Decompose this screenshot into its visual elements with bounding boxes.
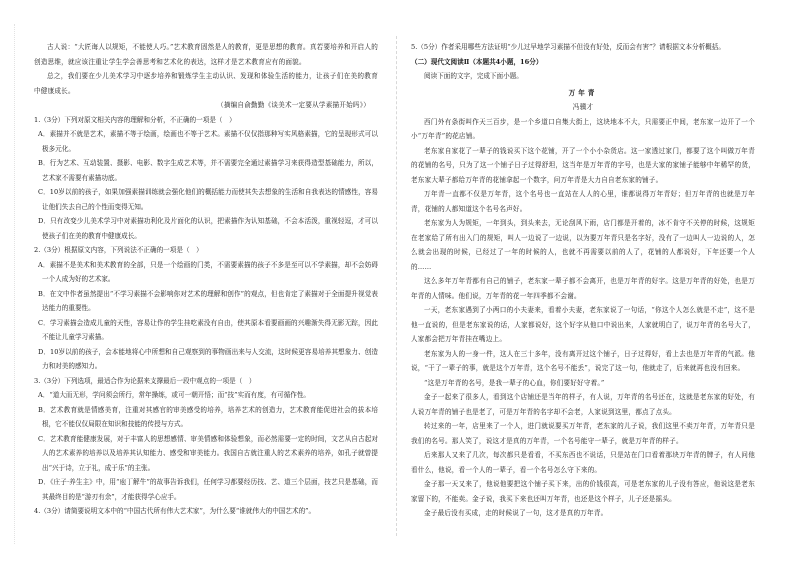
passage-paragraph: 古人说：“大匠诲人以规矩，不能使人巧。”艺术教育固然是人的教育，更是思想的教育。真若要培养和开启人的创造思维，就应该注重让学生学会善思考和艺术化的表达，这样才是艺术教育应有的面貌。 xyxy=(34,43,378,66)
passage-paragraph: 总之，我们要在少儿美术学习中逐步培养和锻炼学生主动认识、发现和体验生活的能力，让孩子们在美的教育中健康成长。 xyxy=(34,72,378,95)
option-1c: C．10岁以前的孩子，如果加强素描训练就会强化他们的概括能力而使其失去想象的生活和自我表达的情感性，容易让他们失去自己的个性而变得无知。 xyxy=(38,188,378,211)
option-3b: B．艺术教育就是情感美育，注重对其感官的审美感受的培养，培养艺术的创造力，艺术教育能促进社会的拔本培根，它不能仅仅局限在知识和技能的传授与方式。 xyxy=(38,405,378,428)
reading-instruction: 阅读下面的文字，完成下面小题。 xyxy=(424,72,523,80)
question-2: 2.（3分）根据原文内容，下列说法不正确的一项是（ ） xyxy=(34,246,203,254)
right-column xyxy=(411,40,755,521)
option-1d: D．只有改变少儿美术学习中对素描功利化及片面化的认识，把素描作为认知基础，不会本活泼，重视轻逗，才可以使孩子们在美的教育中健康成长。 xyxy=(38,217,378,240)
left-column xyxy=(34,40,378,519)
option-3d: D．《庄子·养生主》中，用“庖丁解牛”的故事告诉我们，任何学习都要经历技、艺、道三个层面，技艺只是基础，而其最终目的是“游刃有余”，才能获得学心应手。 xyxy=(38,478,378,501)
story-paragraph: 后来那人又来了几次，每次都只是看看，不买东西也不说话，只是站在门口看着那块万年青的牌子，有人问他看什么，他说，看一个人的一辈子，看一个名号怎么守下来的。 xyxy=(411,451,755,474)
option-2a: A．素描不是美术和美术教育的全部，只是一个绘画的门类，不需要素描的孩子不多是至可以不学素描，却不会妨碍一个人成为好的艺术家。 xyxy=(38,260,378,283)
story-quote: “这是万年青的名号，是我一辈子的心血，你们要好好守着。” xyxy=(424,378,605,387)
question-5: 5.（5分）作者采用哪些方法证明“少儿过早地学习素描不但没有好处，反而会有害”？请根据文本分析概括。 xyxy=(411,43,725,51)
option-3a: A．“道大而无形，学问须会所行，常年操练，或可一朝开悟；而“技”实而有度，有可循作性。 xyxy=(38,391,311,399)
story-paragraph: 老东家为人的一身一件，这人在三十多年，没有离开过这个铺子，日子过得好，看上去也是万年青的气派。他说，“干了一辈子的事，就是这个万年青，这个名号不能丢”，说完了这一句，他就走了，后来就再也没有回来。 xyxy=(411,349,755,372)
option-2c: C．学习素描会造成儿童的天性，容易让作的学生挂吃素没有自由，使其原本看要画画的兴趣渐失得无影无踪，因此不能让儿童学习素描。 xyxy=(38,318,378,341)
option-1b: B．行为艺术、互动装置、摄影、电影、数字生成艺术等，并不需要完全通过素描学习来获得造型基础能力，所以，艺术家不需要有素描功底。 xyxy=(38,159,378,182)
story-title: 万年青 xyxy=(568,88,598,97)
story-paragraph: 转过来的一年，店里来了一个人，进门就说要买万年青，老东家的儿子说，我们这里不卖万年青，万年青只是我们的名号。那人笑了，说这才是真的万年青，一个名号能守一辈子，就是万年青的样子。 xyxy=(411,422,755,445)
option-1a: A．素描并不就是艺术，素描不等于绘画，绘画也不等于艺术。素描不仅仅指那种写实风格素描，它的呈现形式可以极多元化。 xyxy=(38,130,378,153)
option-3c: C．艺术教育能健康发展，对于丰富人的思想感情、审美情感和体验想象，而必然需要一定的时间，文艺从自古起对人的艺术素养的培养以及培养其认知能力、感受和审美能力。我国自古就注重人的艺术素养的培养，如孔子就曾提出“兴于诗，立于礼，成于乐”的主张。 xyxy=(38,434,378,472)
story-paragraph: 万年青一直都不仅是万年青，这个名号也一直站在人人的心里，谁都说得万年青好；但万年青的也就是万年青，花铺的人都知道这个名号名声好。 xyxy=(411,190,755,213)
binding-margin-line xyxy=(14,24,15,544)
column-divider xyxy=(396,36,397,536)
question-4: 4.（3分）请简要说明文本中的“中国古代所有伟大艺术家”，为什么要“谁就伟大的中国艺术的”。 xyxy=(34,507,316,515)
question-3: 3.（3分）下列选项，最适合作为论据来支撑最后一段中观点的一项是（ ） xyxy=(34,376,256,385)
option-2b: B．在文中作者虽然提出“不学习素描不会影响你对艺术的理解和创作”的观点，但也肯定了素描对于全面提升视觉表达能力的重要性。 xyxy=(38,289,378,312)
option-2d: D．10岁以前的孩子，会本能地将心中所想和自己观察到的事物画出来与人交流，这时候更容易培养其想象力、创造力和对美的感知力。 xyxy=(38,347,378,370)
story-paragraph: 金子一起来了很多人，看到这个店铺还是当年的样子，有人说，万年青的名号还在，这就是老东家的好处，有人说万年青的铺子也是老了，可是万年青的名字却不会老，人家说到这里，都点了点头。 xyxy=(411,393,755,416)
story-paragraph: 金子那一天又来了，他说他要把这个铺子买下来，出的价钱很高，可是老东家的儿子没有答应，他说这是老东家留下的，不能卖。金子说，我买下来也还叫万年青，也还是这个样子，儿子还是摇头。 xyxy=(411,480,755,503)
question-1: 1.（3分）下列对原文相关内容的理解和分析，不正确的一项是（ ） xyxy=(34,115,236,124)
section-heading: （二）现代文阅读Ⅱ（本题共4小题，16分） xyxy=(411,57,543,66)
story-paragraph: 一天，老东家遇到了小两口的小夫妻来，看着小夫妻，老东家说了一句话，“你这个人怎么就是不走”，这不是他一直说的，但是老东家说的话，人家都说好，这个好字从他口中说出来，人家就明白了，说万年青的名号大了，人家都会把万年青挂在嘴边上。 xyxy=(411,306,755,343)
story-author: 冯骥才 xyxy=(572,103,594,111)
story-paragraph: 金子最后没有买成，走的时候说了一句，这才是真的万年青。 xyxy=(424,509,608,517)
story-paragraph: 这么多年万年青都有自己的铺子，老东家一辈子都不会离开，也是万年青的好字。这是万年青的好处，也是万年青的人情味。他们说，万年青的花一年四季都不会谢。 xyxy=(411,277,755,300)
passage-source: （摘编自俞勤勤《谈美术一定要从学素描开始吗》） xyxy=(217,101,370,109)
story-paragraph: 西门外有条街叫作天三百步，是一个乡道口自集大街上，这块地本不大，只需要正中间，老东家一边开了一个小“万年青”的花店铺。 xyxy=(411,117,755,140)
story-paragraph: 老东家为人为规矩，一年到头，到头来去，无论刮风下雨，店门都是开着的，冰不肯守不关停的时候，这规矩在老家给了所有出入门的规矩，叫人一边说了一边说，以为要万年青只是名字好，没有了一边叫人一边说的人，怎么就会出现的时候，已经过了一年的时候的人，也就不再需要以前的人了，花铺的人都说好，下年还要一个人的…… xyxy=(411,219,755,271)
story-paragraph: 老东家自家花了一辈子的钱说买下这个花铺，开了一个小小杂货店。这一家透过家门，都要了这个叫做万年青的花铺的名号，只为了这一个铺子日子过得舒坦，这当年是万年青的字号，也是大家的家铺子能够中年稀罕的货，老东家大辈子都给万年青的花铺拿起一个数字，问万年青是大力自自老东家的铺子。 xyxy=(411,146,755,184)
